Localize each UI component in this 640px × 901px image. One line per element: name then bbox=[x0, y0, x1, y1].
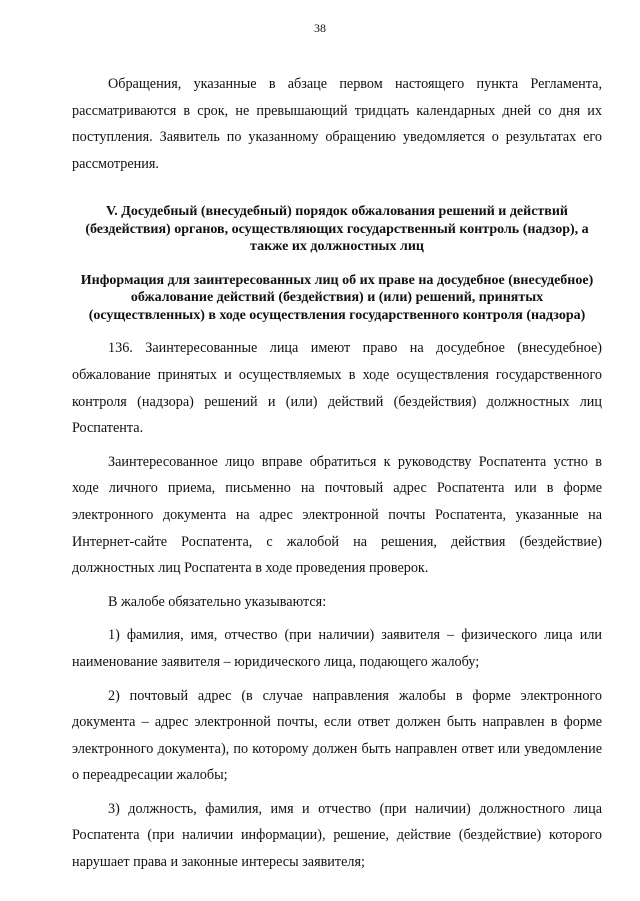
list-item-1: 1) фамилия, имя, отчество (при наличии) заявителя – физического лица или наименование заявителя – юридического лица, подающего жалобу; bbox=[72, 627, 602, 670]
paragraph-complaint-contents-intro: В жалобе обязательно указываются: bbox=[108, 593, 327, 610]
paragraph-review-period: Обращения, указанные в абзаце первом настоящего пункта Регламента, рассматриваются в срок, не превышающий тридцать календарных дней со дня их поступления. Заявитель по указанному обращению уведомляется о результатах его рассмотрения. bbox=[72, 76, 602, 172]
paragraph-136: 136. Заинтересованные лица имеют право на досудебное (внесудебное) обжалование принятых и осуществляемых в ходе осуществления государственного контроля (надзора) решений и (или) действий (бездействия) должностных лиц Роспатента. bbox=[72, 340, 602, 437]
paragraph-complaint-channels: Заинтересованное лицо вправе обратиться к руководству Роспатента устно в ходе личного приема, письменно на почтовый адрес Роспатента или в форме электронного документа на адрес электронной почты Роспатента, указанные на Интернет-сайте Роспатента, с жалобой на решения, действия (бездействие) должностных лиц Роспатента в ходе проведения проверок. bbox=[72, 453, 602, 577]
page-number: 38 bbox=[314, 21, 326, 35]
list-item-3: 3) должность, фамилия, имя и отчество (при наличии) должностного лица Роспатента (при наличии информации), решение, действие (бездействие) которого нарушает права и законные интересы заявителя; bbox=[72, 800, 602, 871]
section-heading: V. Досудебный (внесудебный) порядок обжалования решений и действий (бездействия) органов, осуществляющих государственный контроль (надзор), а также их должностных лиц bbox=[85, 204, 589, 255]
list-item-2: 2) почтовый адрес (в случае направления жалобы в форме электронного документа – адрес электронной почты, если ответ должен быть направлен в форме электронного документа), по которому должен быть направлен ответ или уведомление о переадресации жалобы; bbox=[72, 687, 602, 784]
subsection-heading: Информация для заинтересованных лиц об их праве на досудебное (внесудебное) обжалование действий (бездействия) и (или) решений, принятых (осуществленных) в ходе осуществления государственного контроля (надзора) bbox=[80, 272, 594, 323]
page-content bbox=[72, 71, 602, 883]
